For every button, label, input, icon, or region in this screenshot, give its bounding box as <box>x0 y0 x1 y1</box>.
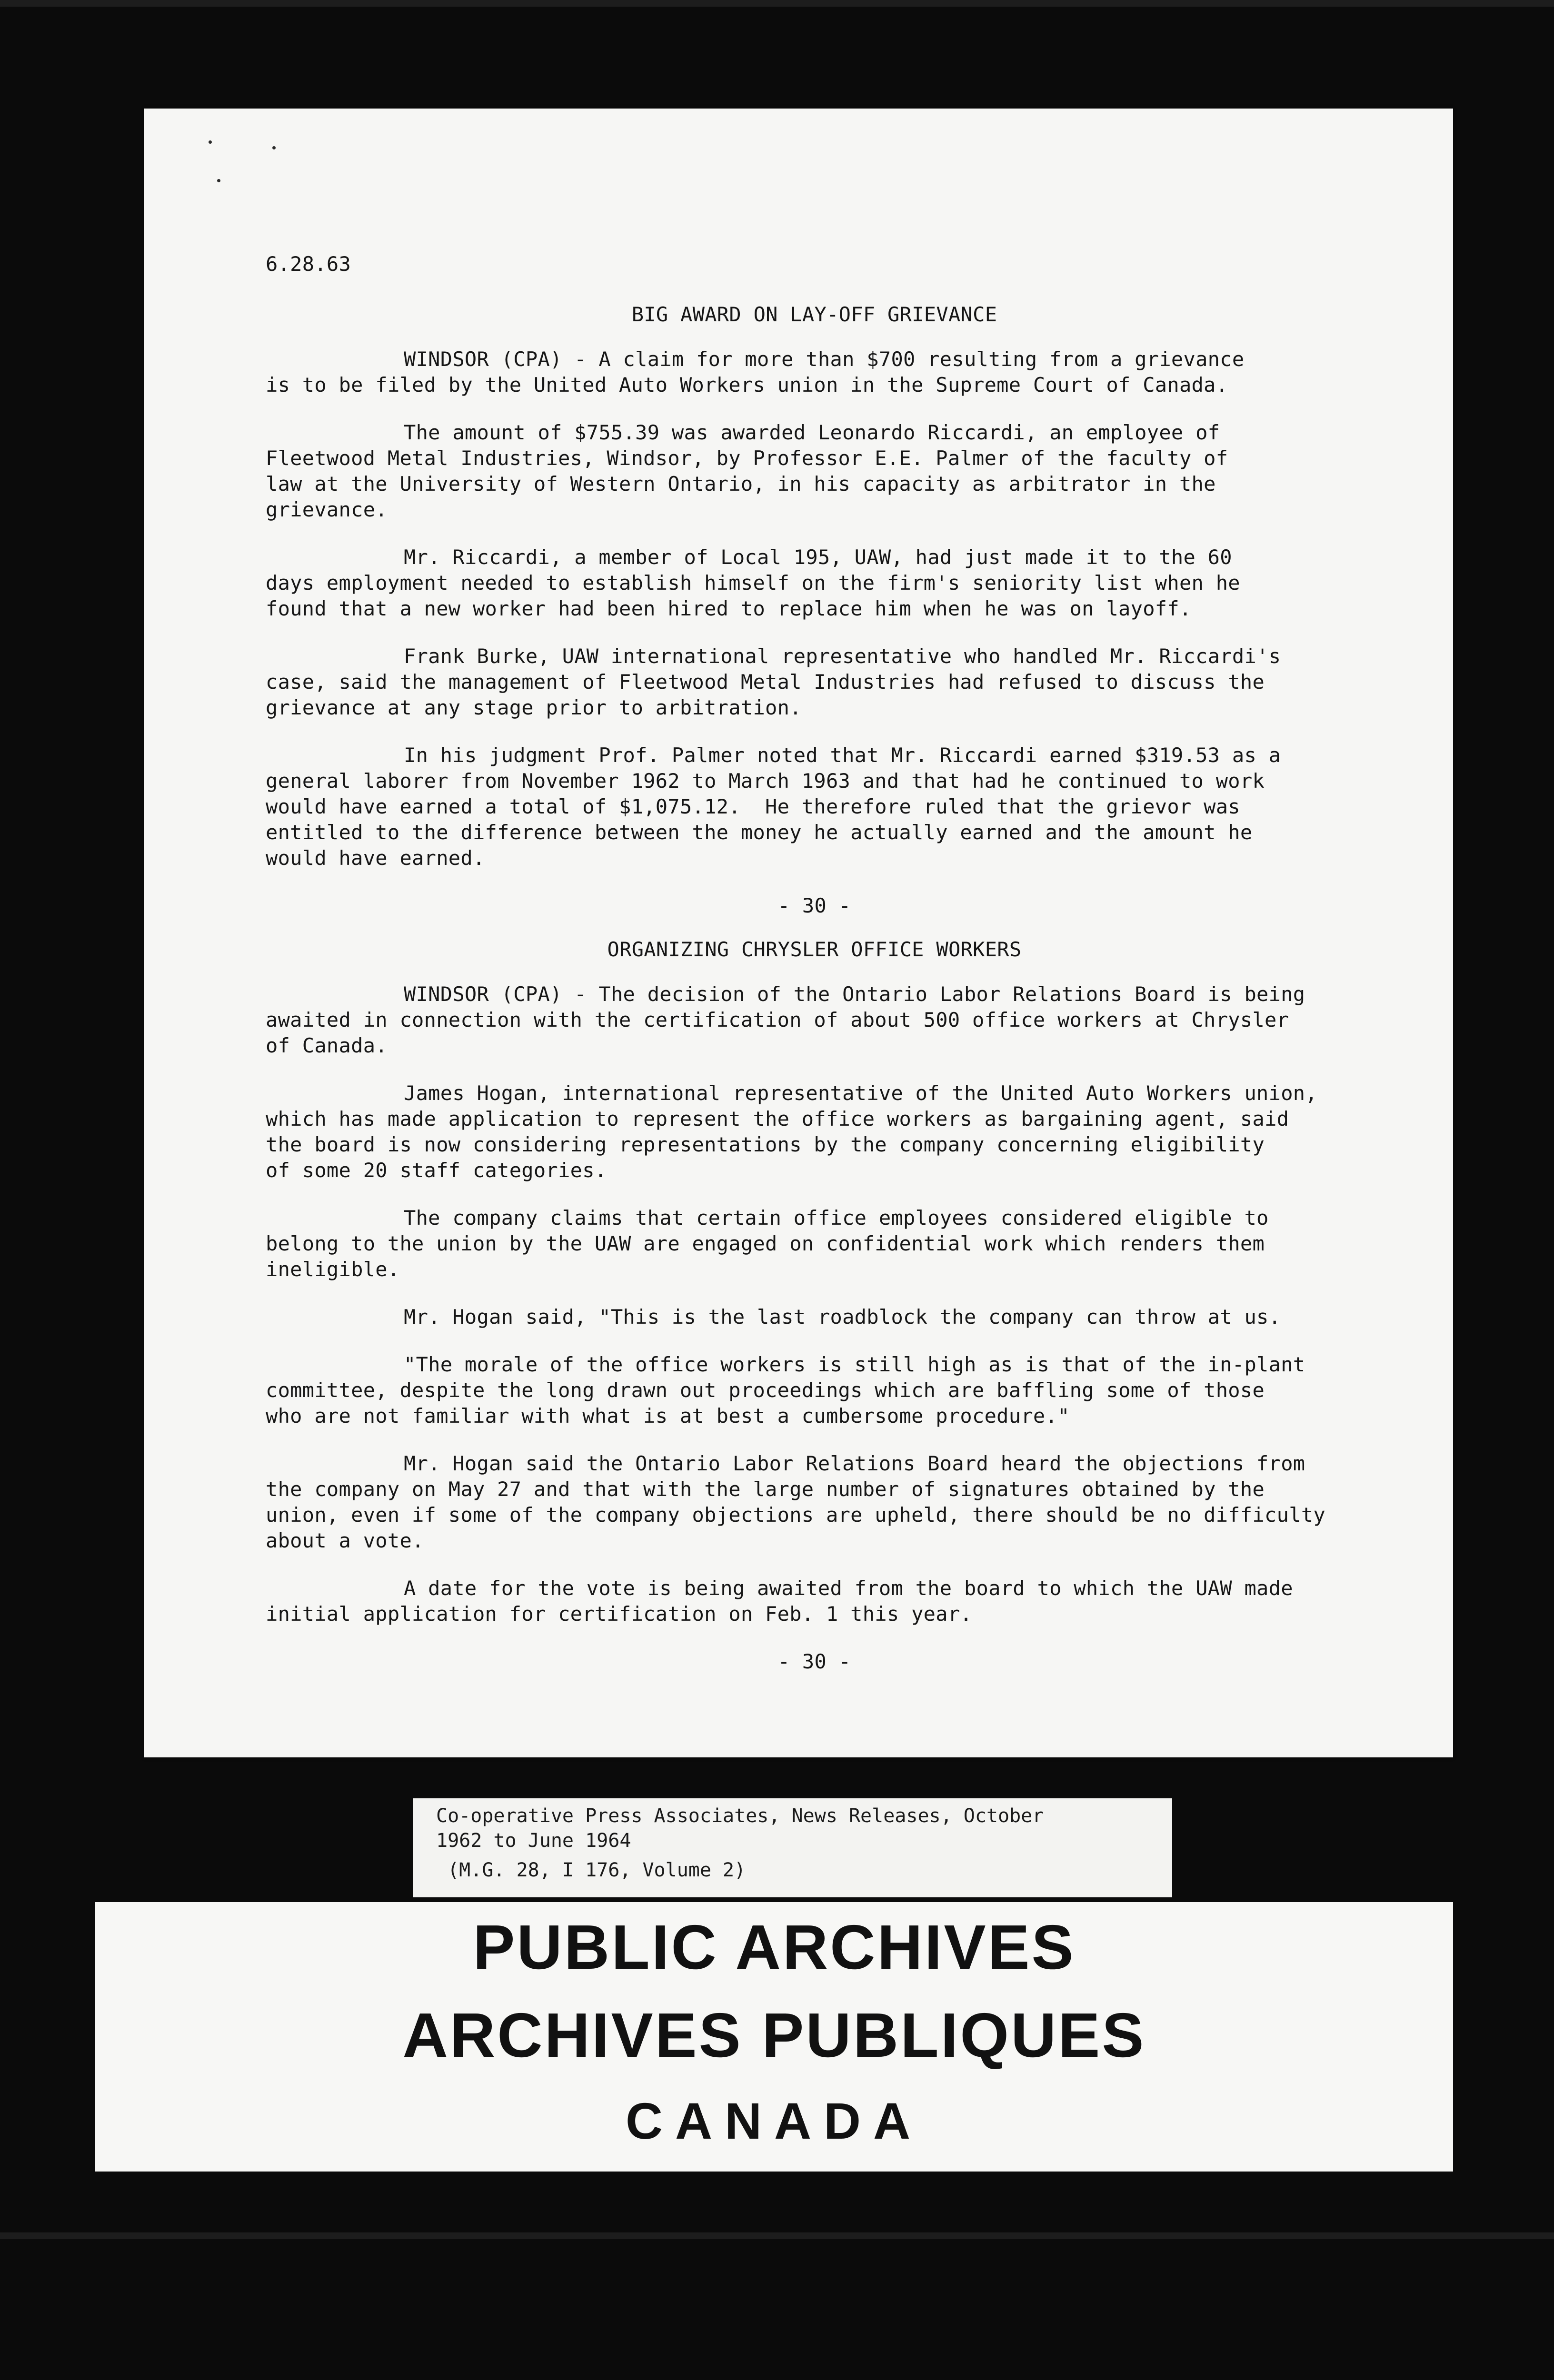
paragraph-line: belong to the union by the UAW are engaged on confidential work which renders them <box>266 1232 1265 1255</box>
story-paragraph <box>266 1352 1504 1429</box>
end-marker-30: - 30 - <box>777 894 851 917</box>
dust-speck <box>209 140 212 144</box>
paragraph-line: of Canada. <box>266 1034 388 1057</box>
paragraph-line: initial application for certification on Feb. 1 this year. <box>266 1602 972 1626</box>
paragraph-line: Mr. Hogan said the Ontario Labor Relations Board heard the objections from <box>404 1452 1305 1475</box>
paragraph-line: A date for the vote is being awaited from the board to which the UAW made <box>404 1577 1293 1600</box>
paragraph-line: WINDSOR (CPA) - The decision of the Ontario Labor Relations Board is being <box>404 982 1305 1006</box>
typed-press-release-page <box>144 109 1453 1757</box>
paragraph-line: ineligible. <box>266 1258 400 1281</box>
paragraph-line: WINDSOR (CPA) - A claim for more than $700 resulting from a grievance <box>404 347 1245 371</box>
paragraph-line: found that a new worker had been hired to replace him when he was on layoff. <box>266 597 1192 620</box>
story-headline-chrysler-office-workers: ORGANIZING CHRYSLER OFFICE WORKERS <box>607 938 1022 961</box>
paragraph-line: entitled to the difference between the money he actually earned and the amount he <box>266 821 1253 844</box>
paragraph-line: Mr. Hogan said, "This is the last roadblock the company can throw at us. <box>404 1305 1281 1329</box>
paragraph-line: of some 20 staff categories. <box>266 1159 607 1182</box>
story-body-chrysler-office-workers <box>266 982 1504 1627</box>
paragraph-line: about a vote. <box>266 1529 424 1552</box>
paragraph-line: Fleetwood Metal Industries, Windsor, by Professor E.E. Palmer of the faculty of <box>266 446 1228 470</box>
film-edge-top <box>0 0 1554 7</box>
paragraph-line: days employment needed to establish himself on the firm's seniority list when he <box>266 571 1240 595</box>
dust-speck <box>217 179 220 182</box>
paragraph-line: which has made application to represent the office workers as bargaining agent, said <box>266 1107 1289 1130</box>
reference-line: (M.G. 28, I 176, Volume 2) <box>436 1859 746 1881</box>
paragraph-line: grievance. <box>266 498 388 521</box>
story-paragraph <box>266 1451 1504 1554</box>
paragraph-line: grievance at any stage prior to arbitration. <box>266 696 802 719</box>
story-paragraph <box>266 1205 1504 1282</box>
paragraph-line: who are not familiar with what is at best a cumbersome procedure." <box>266 1404 1070 1428</box>
paragraph-line: law at the University of Western Ontario, in his capacity as arbitrator in the <box>266 472 1216 496</box>
story-paragraph <box>266 1081 1504 1183</box>
banner-line-archives-publiques: ARCHIVES PUBLIQUES <box>402 2000 1146 2070</box>
paragraph-line: union, even if some of the company objections are upheld, there should be no difficulty <box>266 1503 1325 1527</box>
banner-line-canada: CANADA <box>626 2092 923 2150</box>
paragraph-line: awaited in connection with the certification of about 500 office workers at Chrysler <box>266 1008 1289 1031</box>
paragraph-line: In his judgment Prof. Palmer noted that Mr. Riccardi earned $319.53 as a <box>404 744 1281 767</box>
paragraph-line: the board is now considering representations by the company concerning eligibility <box>266 1133 1265 1156</box>
paragraph-line: case, said the management of Fleetwood Metal Industries had refused to discuss the <box>266 670 1265 694</box>
story-body-lay-off-grievance <box>266 347 1504 871</box>
film-edge-bottom <box>0 2232 1554 2239</box>
paragraph-line: The company claims that certain office employees considered eligible to <box>404 1206 1269 1230</box>
story-paragraph <box>266 743 1504 871</box>
reference-line: Co-operative Press Associates, News Releases, October <box>436 1805 1044 1827</box>
paragraph-line: would have earned. <box>266 846 485 870</box>
paragraph-line: would have earned a total of $1,075.12. He therefore ruled that the grievor was <box>266 795 1240 818</box>
paragraph-line: the company on May 27 and that with the large number of signatures obtained by the <box>266 1478 1265 1501</box>
collection-reference-card <box>413 1798 1172 1897</box>
story-paragraph <box>266 982 1504 1059</box>
story-headline-lay-off-grievance: BIG AWARD ON LAY-OFF GRIEVANCE <box>631 303 997 326</box>
story-paragraph <box>266 1304 1504 1330</box>
paragraph-line: is to be filed by the United Auto Workers union in the Supreme Court of Canada. <box>266 373 1228 397</box>
document-date: 6.28.63 <box>266 252 351 276</box>
paragraph-line: general laborer from November 1962 to March 1963 and that had he continued to work <box>266 769 1265 793</box>
paragraph-line: "The morale of the office workers is still high as is that of the in-plant <box>404 1353 1305 1376</box>
story-paragraph <box>266 347 1504 398</box>
document-body <box>266 251 1504 1693</box>
banner-line-public-archives: PUBLIC ARCHIVES <box>473 1912 1076 1982</box>
paragraph-line: committee, despite the long drawn out proceedings which are baffling some of those <box>266 1378 1265 1402</box>
paragraph-line: Frank Burke, UAW international representative who handled Mr. Riccardi's <box>404 645 1281 668</box>
dust-speck <box>272 146 276 149</box>
reference-line: 1962 to June 1964 <box>436 1830 631 1852</box>
paragraph-line: Mr. Riccardi, a member of Local 195, UAW, had just made it to the 60 <box>404 545 1232 569</box>
story-paragraph <box>266 1576 1504 1627</box>
public-archives-canada-banner <box>95 1902 1453 2172</box>
paragraph-line: James Hogan, international representative of the United Auto Workers union, <box>404 1081 1317 1105</box>
story-paragraph <box>266 644 1504 721</box>
paragraph-line: The amount of $755.39 was awarded Leonardo Riccardi, an employee of <box>404 421 1220 444</box>
end-marker-30: - 30 - <box>777 1650 851 1673</box>
story-paragraph <box>266 420 1504 523</box>
story-paragraph <box>266 545 1504 622</box>
